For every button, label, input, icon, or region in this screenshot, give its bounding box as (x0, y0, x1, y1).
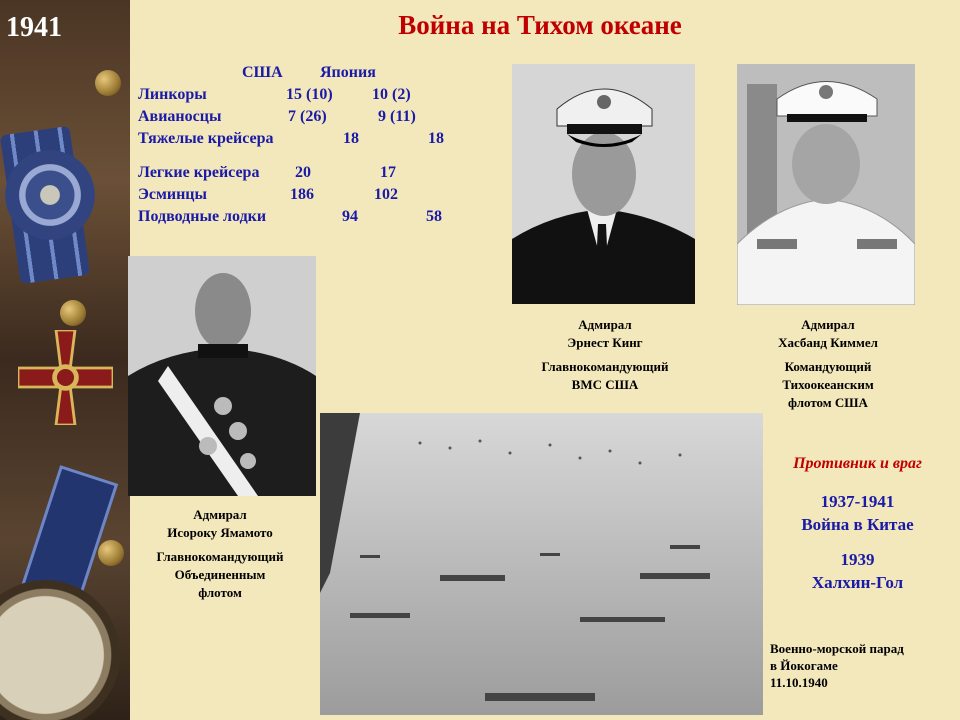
japan-value: 102 (374, 186, 398, 203)
rosette-icon (5, 150, 95, 240)
row-label: Тяжелые крейсера (138, 130, 274, 147)
admiral-king-photo (512, 64, 695, 304)
kimmel-caption: Адмирал Хасбанд Киммел Командующий Тихоокеанским флотом США (778, 317, 878, 410)
decorative-medals-strip (0, 0, 130, 720)
admiral-kimmel-photo (737, 64, 915, 305)
column-header-usa: США (242, 64, 283, 81)
admiral-yamamoto-photo (128, 256, 316, 496)
japan-value: 17 (380, 164, 396, 181)
page-title: Война на Тихом океане (398, 10, 682, 40)
button-icon (95, 70, 121, 96)
column-header-japan: Япония (320, 64, 376, 81)
row-label: Эсминцы (138, 186, 207, 203)
yamamoto-caption: Адмирал Исороку Ямамото Главнокомандующий Объединенным флотом (156, 507, 284, 600)
japan-value: 9 (11) (378, 108, 416, 125)
usa-value: 18 (343, 130, 359, 147)
year-label: 1941 (6, 12, 62, 43)
usa-value: 15 (10) (286, 86, 333, 103)
event-khalkhin-gol: 1939 Халхин-Гол (811, 550, 904, 592)
japan-value: 58 (426, 208, 442, 225)
usa-value: 20 (295, 164, 311, 181)
order-cross-icon (18, 330, 113, 425)
row-label: Авианосцы (138, 108, 222, 125)
king-caption: Адмирал Эрнест Кинг Главнокомандующий ВМС США (541, 317, 669, 392)
event-china-war: 1937-1941 Война в Китае (801, 492, 914, 534)
button-icon (60, 300, 86, 326)
naval-parade-photo (320, 413, 763, 715)
row-label: Линкоры (138, 86, 207, 103)
usa-value: 94 (342, 208, 358, 225)
row-label: Легкие крейсера (138, 164, 260, 181)
usa-value: 186 (290, 186, 314, 203)
japan-value: 18 (428, 130, 444, 147)
compass-icon (0, 580, 120, 720)
row-label: Подводные лодки (138, 208, 267, 225)
japan-value: 10 (2) (372, 86, 411, 103)
enemy-heading: Противник и враг (793, 455, 922, 472)
usa-value: 7 (26) (288, 108, 327, 125)
button-icon (98, 540, 124, 566)
parade-caption: Военно-морской парад в Йокогаме 11.10.1940 (770, 641, 904, 690)
